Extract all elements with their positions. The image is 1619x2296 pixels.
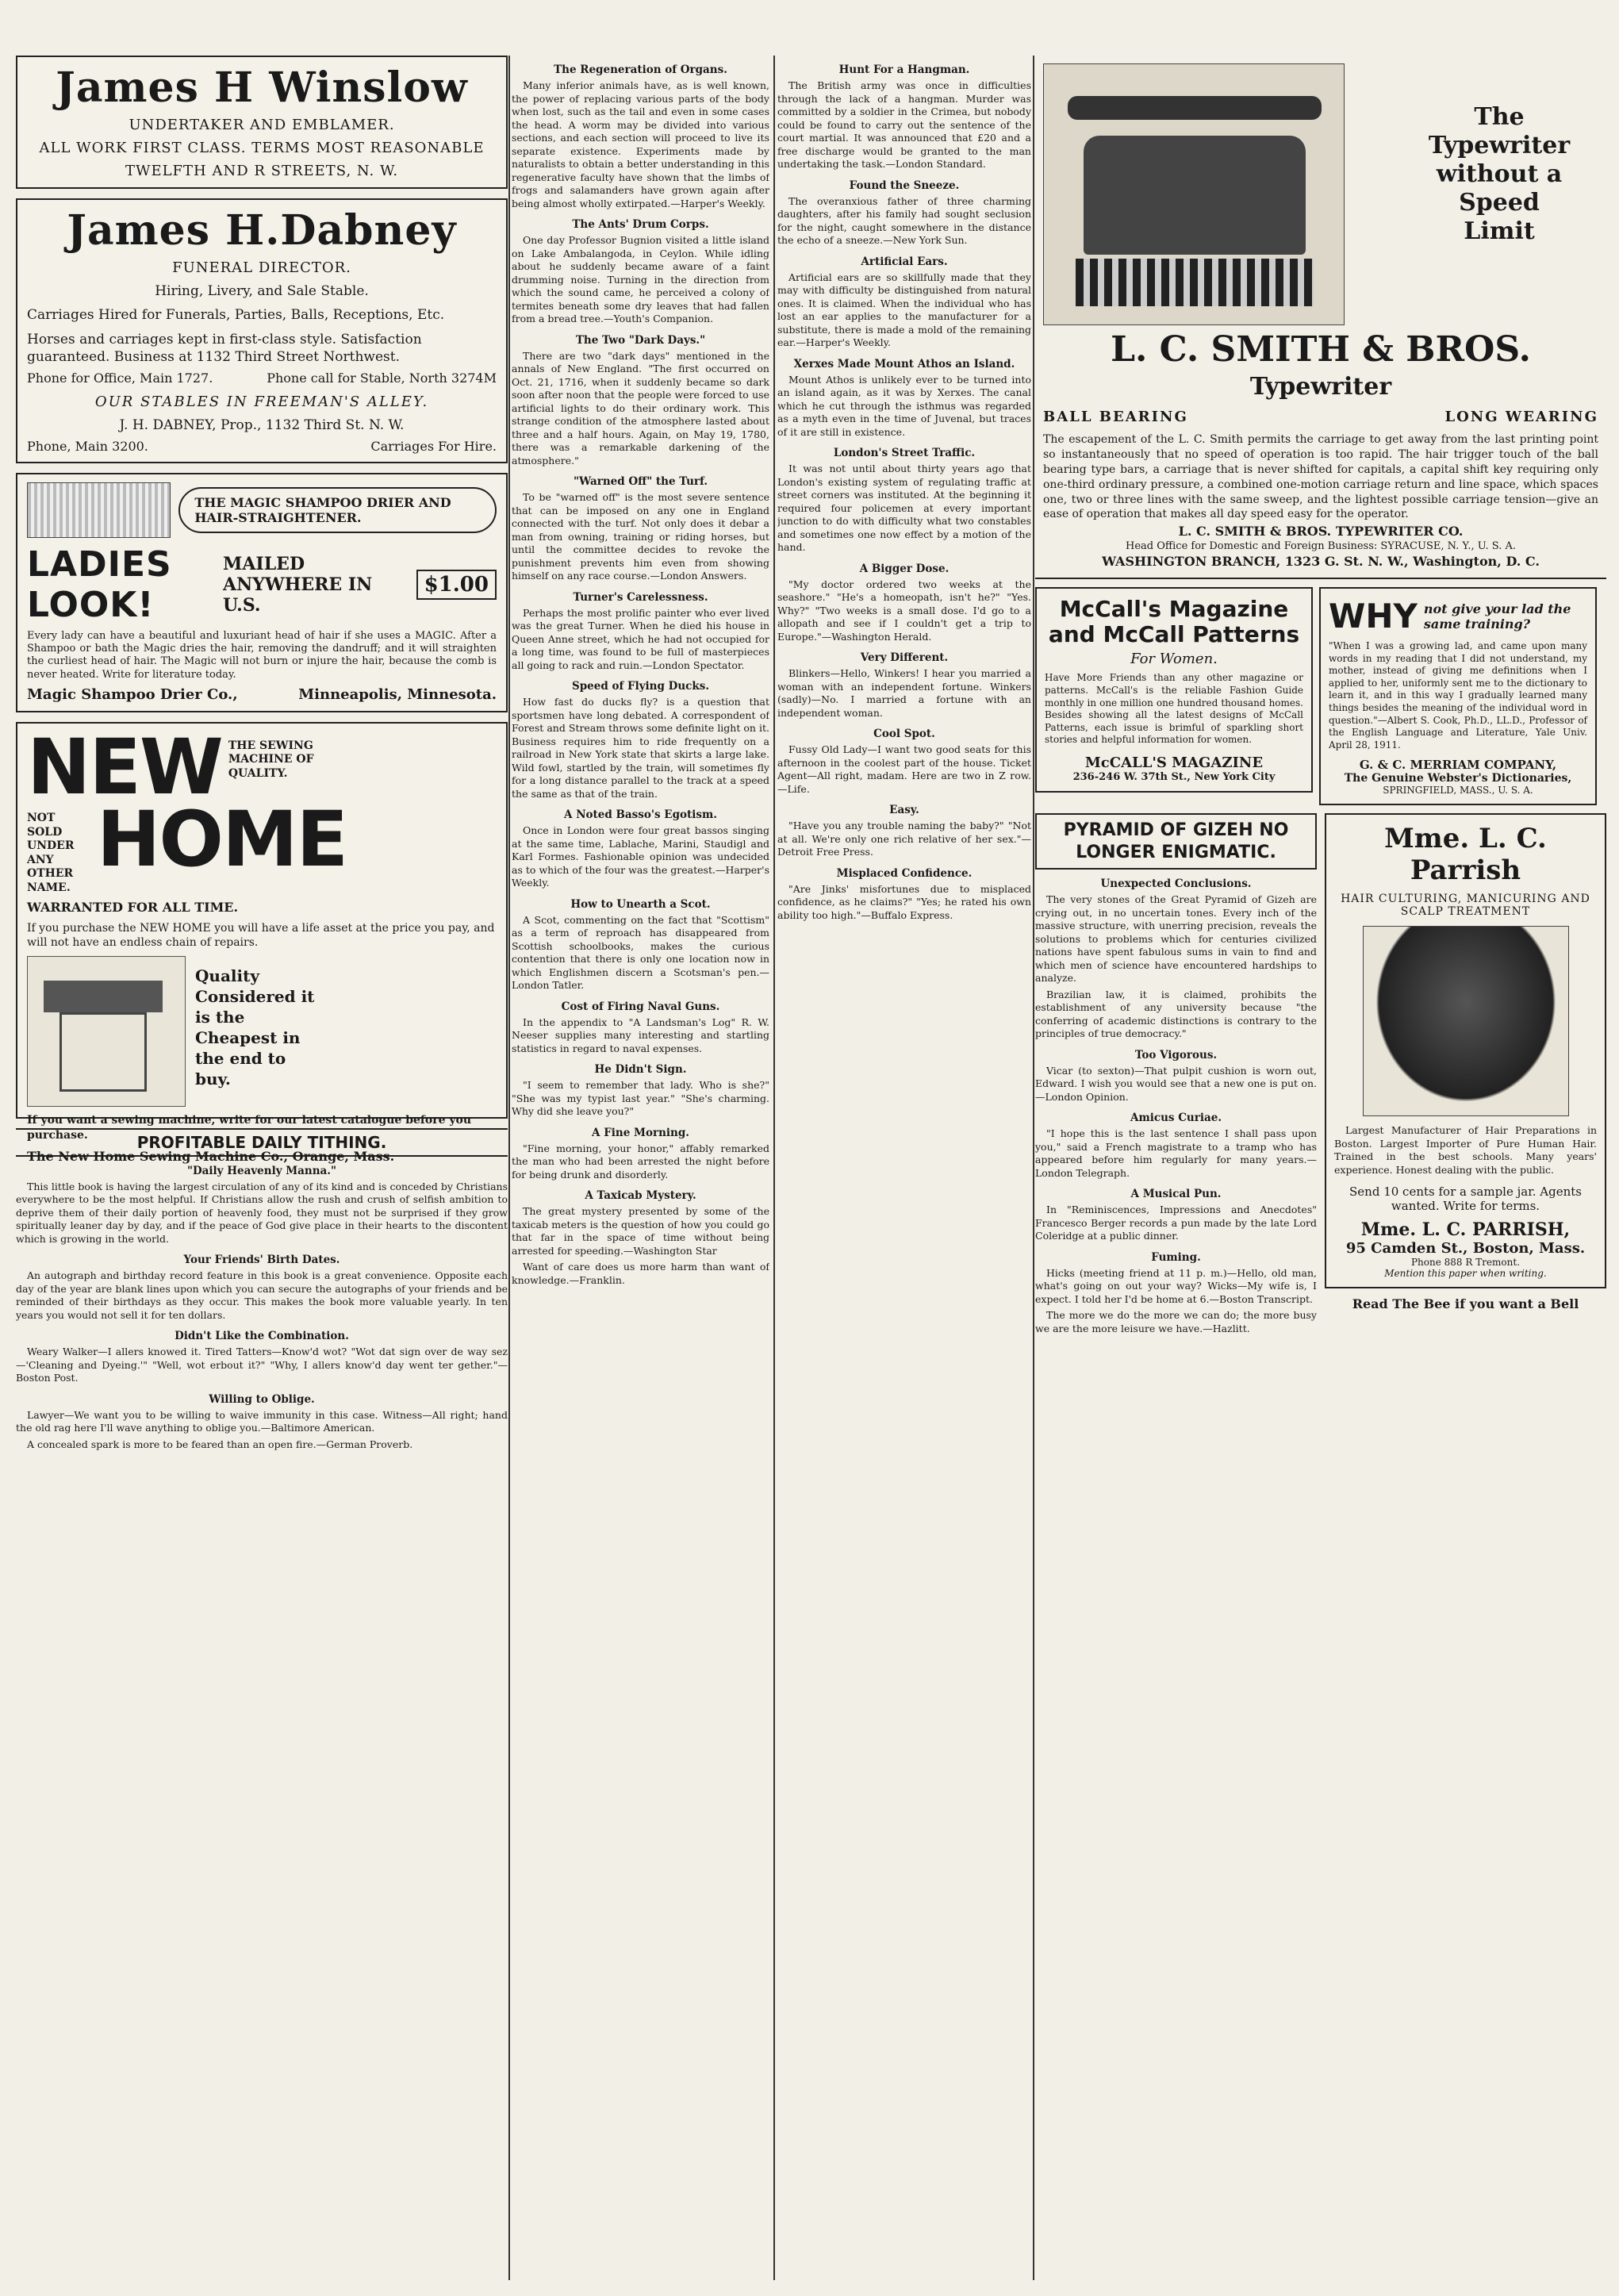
regen-body bbox=[512, 79, 769, 210]
athos-body bbox=[777, 374, 1031, 440]
sneeze-headline: Found the Sneeze. bbox=[849, 179, 960, 192]
dabney-stables: OUR STABLES IN FREEMAN'S ALLEY. bbox=[94, 393, 429, 410]
scot-body bbox=[512, 914, 769, 993]
dose-body bbox=[777, 578, 1031, 644]
easy-headline: Easy. bbox=[889, 804, 919, 816]
pyramid-sub: Unexpected Conclusions. bbox=[1100, 877, 1252, 891]
manna-headline: "Daily Heavenly Manna." bbox=[186, 1164, 337, 1177]
dabney-horses: Horses and carriages kept in first-class style. Satisfaction guaranteed. Business at 1132 Third Street Northwest. bbox=[27, 331, 422, 365]
why-company: G. & C. MERRIAM COMPANY, bbox=[1359, 758, 1557, 773]
column-3 bbox=[777, 56, 1031, 2280]
typewriter-product: Typewriter bbox=[1249, 373, 1392, 401]
magic-company: Magic Shampoo Drier Co., bbox=[27, 685, 238, 703]
warned-text: To be "warned off" is the most severe sentence that can be imposed on any one in England connected with the turf. Not only does it debar a man from owning, training or riding horses, but until the committee decides to revoke the punishment prevents him even from showing himself on any race course.—London Answers. bbox=[512, 491, 769, 582]
spark-body bbox=[16, 1438, 508, 1452]
sewing-machine-image bbox=[27, 956, 186, 1107]
magic-headline: LADIES LOOK! bbox=[27, 543, 172, 625]
pun-headline: A Musical Pun. bbox=[1130, 1188, 1222, 1201]
magic-ad bbox=[16, 473, 508, 712]
pyramid-text: The very stones of the Great Pyramid of Gizeh are crying out, in no uncertain tones. Every inch of the massive structure, with unerring precision, reveals the solutions to problems which for centuries civilized nations have spent fabulous sums in vain to find and which men of science have encountered hardships to analyze. bbox=[1035, 893, 1317, 985]
mccall-name: McCALL'S MAGAZINE bbox=[1084, 754, 1264, 771]
taxicab-body bbox=[512, 1205, 769, 1257]
dabney-phone-stable: Phone call for Stable, North 3274M bbox=[267, 370, 497, 386]
pun-body bbox=[1035, 1204, 1317, 1243]
traffic-body bbox=[777, 463, 1031, 555]
diff-headline: Very Different. bbox=[860, 651, 949, 664]
hangman-body bbox=[777, 79, 1031, 171]
athos-text: Mount Athos is unlikely ever to be turned into an island again, as it was by Xerxes. The canal which he cut through the isthmus was regarded as a myth even in the time of Juvenal, but traces of it are still in existence. bbox=[777, 373, 1031, 438]
naval-text: In the appendix to "A Landsman's Log" R. W. Neeser supplies many interesting and startling statistics in regard to naval expenses. bbox=[512, 1016, 769, 1054]
ducks-body bbox=[512, 696, 769, 801]
manna-text: This little book is having the largest circulation of any of its kind and is conceded by Christians everywhere to be the most helpful. If Christians allow the rush and crush of selfish ambition to deprive them of their daily portion of heavenly food, they must not be surprised if they grow spiritually leaner day by day, and if the peace of God give place in their hearts to the discontent which is growing in the world. bbox=[16, 1180, 508, 1245]
column-2 bbox=[512, 56, 769, 2280]
typewriter-company: L. C. SMITH & BROS. TYPEWRITER CO. bbox=[1178, 524, 1464, 539]
column-1 bbox=[16, 56, 508, 1454]
oblige-headline: Willing to Oblige. bbox=[209, 1392, 315, 1406]
conf-headline: Misplaced Confidence. bbox=[836, 866, 973, 880]
basso-body bbox=[512, 824, 769, 890]
why-product: The Genuine Webster's Dictionaries, bbox=[1344, 772, 1572, 785]
newhome-want: If you want a sewing machine, write for our latest catalogue before you purchase. bbox=[27, 1114, 472, 1142]
more-body bbox=[1035, 1309, 1317, 1335]
typewriter-text: The escapement of the L. C. Smith permits the carriage to get away from the last printing point so instantaneously that no speed of operation is too rapid. The hair trigger touch of the ball bearing type bars, a carriage that is never shifted for capitals, a capital shift key requiring only one-third ordinary pressure, a combined one-motion carriage return and line space, which spaces one, two or three lines with the same sweep, and the lightest possible carriage tension—give an ease of operation that makes all day speed easy for the operator. bbox=[1043, 433, 1598, 521]
typewriter-slogan: The Typewriter without a Speed Limit bbox=[1428, 103, 1571, 245]
naval-body bbox=[512, 1016, 769, 1056]
parrish-text: Largest Manufacturer of Hair Preparations in Boston. Largest Importer of Pure Human Hair. Trained in the best schools. Many years' experience. Honest dealing with the public. bbox=[1334, 1124, 1597, 1176]
typewriter-brand: L. C. SMITH & BROS. bbox=[1111, 329, 1531, 370]
magic-city: Minneapolis, Minnesota. bbox=[298, 685, 497, 703]
amicus-body bbox=[1035, 1127, 1317, 1180]
fume-headline: Fuming. bbox=[1151, 1250, 1201, 1264]
dabney-phone-office: Phone for Office, Main 1727. bbox=[27, 370, 213, 386]
dark-body bbox=[512, 350, 769, 468]
want-body bbox=[512, 1261, 769, 1287]
ducks-headline: Speed of Flying Ducks. bbox=[571, 680, 710, 693]
pun-text: In "Reminiscences, Impressions and Anecdotes" Francesco Berger records a pun made by the late Lord Coleridge at a public dinner. bbox=[1035, 1204, 1317, 1242]
vigor-body bbox=[1035, 1065, 1317, 1104]
vigor-text: Vicar (to sexton)—That pulpit cushion is worn out, Edward. I wish you would see that a new one is put on.—London Opinion. bbox=[1035, 1064, 1317, 1103]
turner-body bbox=[512, 607, 769, 673]
morning-text: "Fine morning, your honor," affably remarked the man who had been arrested the night before for being drunk and disorderly. bbox=[512, 1142, 769, 1181]
newhome-machine-row bbox=[27, 950, 497, 1107]
pyramid-column bbox=[1035, 813, 1317, 1338]
typewriter-branch: WASHINGTON BRANCH, 1323 G. St. N. W., Washington, D. C. bbox=[1102, 553, 1540, 569]
scot-headline: How to Unearth a Scot. bbox=[570, 897, 711, 911]
fume-body bbox=[1035, 1267, 1317, 1307]
typewriter-company-block bbox=[1043, 524, 1598, 570]
dabney-footer bbox=[27, 439, 497, 454]
sign-text: "I seem to remember that lady. Who is she?" "She was my typist last year." "She's charming. Why did she leave you?" bbox=[512, 1079, 769, 1117]
morning-body bbox=[512, 1142, 769, 1182]
combo-body bbox=[16, 1346, 508, 1385]
traffic-headline: London's Street Traffic. bbox=[833, 447, 976, 459]
more-text: The more we do the more we can do; the more busy we are the more leisure we have.—Hazlitt. bbox=[1035, 1309, 1317, 1334]
bday-text: An autograph and birthday record feature in this book is a great convenience. Opposite each day of the year are blank lines upon which you can secure the autographs of your friends and be reminded of their birthdays as they occur. This makes the book more valuable yearly. In ten years you would not sell it for ten dollars. bbox=[16, 1269, 508, 1321]
column-rule-2 bbox=[773, 56, 775, 2280]
dabney-carriages: Carriages Hired for Funerals, Parties, Balls, Receptions, Etc. bbox=[27, 307, 445, 324]
sneeze-body bbox=[777, 195, 1031, 248]
magic-promo bbox=[27, 544, 497, 625]
newhome-top bbox=[27, 722, 497, 812]
newhome-quality: Quality Considered it is the Cheapest in the end to buy. bbox=[195, 966, 315, 1089]
athos-headline: Xerxes Made Mount Athos an Island. bbox=[793, 357, 1015, 371]
dabney-phones bbox=[27, 371, 497, 386]
dark-headline: The Two "Dark Days." bbox=[575, 333, 706, 347]
newhome-mid bbox=[27, 795, 497, 895]
parrish-address: 95 Camden St., Boston, Mass. bbox=[1345, 1240, 1586, 1257]
dabney-title: FUNERAL DIRECTOR. bbox=[172, 259, 351, 277]
oblige-body bbox=[16, 1409, 508, 1435]
dabney-phone-main: Phone, Main 3200. bbox=[27, 438, 148, 454]
morning-headline: A Fine Morning. bbox=[592, 1126, 689, 1139]
cool-text: Fussy Old Lady—I want two good seats for this afternoon in the coolest part of the house. Ticket Agent—All right, madam. Here are two in Z row.—Life. bbox=[777, 743, 1031, 795]
regen-text: Many inferior animals have, as is well known, the power of replacing various parts of the body when lost, such as the tail and even in some cases the head. A worm may be divided into various sections, and each section will proceed to live its separate existence. Experiments made by naturalists to obtain a better understanding in this regenerative faculty have shown that the limbs of frogs and salamanders have grown again after being almost wholly extirpated.—Harper's Weekly. bbox=[512, 79, 769, 209]
oblige-text: Lawyer—We want you to be willing to waive immunity in this case. Witness—All right; hand the old rag here I'll wave anything to oblige you.—Baltimore American. bbox=[16, 1408, 508, 1434]
parrish-ad bbox=[1325, 813, 1606, 1288]
column-rule-1 bbox=[508, 56, 510, 2280]
parrish-body bbox=[1334, 1124, 1597, 1177]
winslow-name: James H Winslow bbox=[56, 63, 468, 112]
conf-text: "Are Jinks' misfortunes due to misplaced confidence, as he claims?" "Yes; he rated his own ability too high."—Buffalo Express. bbox=[777, 882, 1031, 921]
typewriter-features bbox=[1043, 409, 1598, 425]
naval-headline: Cost of Firing Naval Guns. bbox=[561, 1000, 720, 1013]
mccall-ad bbox=[1035, 587, 1313, 793]
column-4 bbox=[1035, 56, 1606, 2280]
typewriter-ad bbox=[1035, 56, 1606, 579]
newhome-side2: NOT SOLD UNDER ANY OTHER NAME. bbox=[27, 812, 75, 894]
ears-text: Artificial ears are so skillfully made that they may with difficulty be distinguished from natural ones. It is claimed. When the individual who has lost an ear applies to the manufacturer for a substitute, there is made a mold of the remaining ear.—Harper's Weekly. bbox=[777, 271, 1031, 348]
dabney-ad bbox=[16, 198, 508, 463]
magic-mailed: MAILED ANYWHERE IN U.S. bbox=[223, 553, 373, 616]
winslow-line2: ALL WORK FIRST CLASS. TERMS MOST REASONABLE bbox=[39, 140, 485, 157]
brazil-text: Brazilian law, it is claimed, prohibits the establishment of any university because "the conferring of academic distinctions is contrary to the principles of true democracy." bbox=[1035, 988, 1317, 1040]
ants-body bbox=[512, 234, 769, 326]
mccall-text: Have More Friends than any other magazine or patterns. McCall's is the reliable Fashion Guide monthly in one million one hundred thousand homes. Besides showing all the latest designs of McCall Patterns, each issue is brimful of sparkling short stories and helpful information for women. bbox=[1045, 672, 1303, 746]
why-sub: not give your lad the same training? bbox=[1423, 601, 1571, 632]
scot-text: A Scot, commenting on the fact that "Scottism" as a term of reproach has disappeared from Scottish schoolbooks, makes the curious contention that there is only one location now in which Englishmen discern a Scotsman's pen.—London Tatler. bbox=[512, 913, 769, 991]
mccall-address: 236-246 W. 37th St., New York City bbox=[1072, 770, 1276, 783]
combo-text: Weary Walker—I allers knowed it. Tired Tatters—Know'd wot? "Wot dat sign over de way sez—'Cleaning and Dyeing.'" "Well, wot erbout it?" "Why, I allers know'd day went ter gether."—Boston Post. bbox=[16, 1346, 508, 1384]
column-rule-3 bbox=[1033, 56, 1034, 2280]
why-header bbox=[1329, 597, 1587, 635]
cool-body bbox=[777, 743, 1031, 796]
amicus-text: "I hope this is the last sentence I shall pass upon you," said a French magistrate to a tramp who has appeared before him regularly for many years.—London Telegraph. bbox=[1035, 1127, 1317, 1179]
typewriter-image bbox=[1043, 63, 1345, 325]
manna-body bbox=[16, 1181, 508, 1246]
parrish-name2: Mme. L. C. PARRISH, bbox=[1360, 1219, 1571, 1241]
taxicab-text: The great mystery presented by some of the taxicab meters is the question of how you could go that far in the space of time without being arrested for speeding.—Washington Star bbox=[512, 1205, 769, 1257]
winslow-ad bbox=[16, 56, 508, 189]
tithing-banner: PROFITABLE DAILY TITHING. bbox=[16, 1128, 508, 1157]
magic-text: Every lady can have a beautiful and luxuriant head of hair if she uses a MAGIC. After a Shampoo or bath the Magic dries the hair, removing the dandruff; and it will straighten the curliest head of hair. The Magic will not burn or injure the hair, because the comb is never heated. Write for literature today. bbox=[27, 629, 497, 681]
newhome-warranted: WARRANTED FOR ALL TIME. bbox=[27, 900, 239, 916]
brazil-body bbox=[1035, 989, 1317, 1041]
dose-text: "My doctor ordered two weeks at the seashore." "He's a homeopath, isn't he?" "Yes. Why?" "Two weeks is a small dose. I'd go to a allopath and see if I couldn't get a trip to Europe."—Washington Herald. bbox=[777, 578, 1031, 643]
typewriter-feat-right: LONG WEARING bbox=[1444, 409, 1598, 425]
magic-footer bbox=[27, 686, 497, 703]
easy-body bbox=[777, 820, 1031, 859]
parrish-portrait bbox=[1363, 926, 1569, 1116]
combo-headline: Didn't Like the Combination. bbox=[175, 1330, 349, 1343]
warned-body bbox=[512, 491, 769, 583]
typewriter-office: Head Office for Domestic and Foreign Business: SYRACUSE, N. Y., U. S. A. bbox=[1126, 539, 1516, 552]
parrish-name: Mme. L. C. Parrish bbox=[1384, 823, 1547, 887]
fume-text: Hicks (meeting friend at 11 p. m.)—Hello, old man, what's going on out your way? Wicks—My wife is, I expect. I told her I'd be home at 6.—Boston Transcript. bbox=[1035, 1266, 1317, 1305]
bee-footer: Read The Bee if you want a Bell bbox=[1352, 1296, 1579, 1312]
basso-headline: A Noted Basso's Egotism. bbox=[564, 808, 717, 821]
ducks-text: How fast do ducks fly? is a question that sportsmen have long debated. A correspondent of Forest and Stream throws some definite light on it. Business requires him to ride frequently on a railroad in New York state that skirts a large lake. Wild fowl, startled by the train, will sometimes fly for a long distance parallel to the track at a speed the same as that of the train. bbox=[512, 696, 769, 800]
amicus-headline: Amicus Curiae. bbox=[1130, 1112, 1222, 1125]
spark-text: A concealed spark is more to be feared than an open fire.—German Proverb. bbox=[27, 1438, 413, 1450]
magic-price: $1.00 bbox=[416, 570, 497, 600]
dabney-services: Hiring, Livery, and Sale Stable. bbox=[155, 283, 369, 300]
magic-logo: THE MAGIC SHAMPOO DRIER AND HAIR-STRAIGHTENER. bbox=[178, 487, 497, 533]
parrish-send: Send 10 cents for a sample jar. Agents wanted. Write for terms. bbox=[1349, 1184, 1582, 1214]
turner-headline: Turner's Carelessness. bbox=[573, 590, 708, 604]
hangman-headline: Hunt For a Hangman. bbox=[838, 63, 970, 76]
ads-row bbox=[1035, 587, 1606, 805]
conf-body bbox=[777, 883, 1031, 923]
pyramid-title: PYRAMID OF GIZEH NO LONGER ENIGMATIC. bbox=[1035, 813, 1317, 870]
dabney-name: James H.Dabney bbox=[67, 206, 457, 255]
why-title: WHY bbox=[1329, 597, 1418, 635]
parrish-phone: Phone 888 R Tremont. bbox=[1410, 1257, 1521, 1269]
ants-text: One day Professor Bugnion visited a little island on Lake Ambalangoda, in Ceylon. While idling about he suddenly became aware of a faint drumming noise. Turning in the direction from which the sound came, he perceived a colony of termites beneath some dry leaves that had fallen from a bread tree.—Youth's Companion. bbox=[512, 234, 769, 324]
why-ad bbox=[1319, 587, 1597, 805]
why-text: "When I was a growing lad, and came upon many words in my reading that I did not understand, my mother, instead of giving me definitions when I applied to her, uniformly sent me to the dictionary to learn it, and in this way I gradually learned many things besides the meaning of the individual word in question."—Albert S. Cook, Ph.D., LL.D., Professor of the English Language and Literature, Yale Univ. April 28, 1911. bbox=[1329, 640, 1587, 751]
warned-headline: "Warned Off" the Turf. bbox=[573, 475, 708, 488]
ears-body bbox=[777, 271, 1031, 350]
cool-headline: Cool Spot. bbox=[873, 728, 935, 740]
dabney-for-hire: Carriages For Hire. bbox=[370, 438, 497, 454]
newhome-text: If you purchase the NEW HOME you will have a life asset at the price you pay, and will not have an endless chain of repairs. bbox=[27, 922, 495, 950]
sign-headline: He Didn't Sign. bbox=[594, 1063, 687, 1076]
sneeze-text: The overanxious father of three charming daughters, after his family had sought seclusion for the night, caught somewhere in the distance the echo of a sneeze.—New York Sun. bbox=[777, 194, 1031, 246]
typewriter-feat-left: BALL BEARING bbox=[1043, 409, 1188, 425]
dose-headline: A Bigger Dose. bbox=[859, 562, 950, 575]
parrish-column bbox=[1325, 813, 1606, 1338]
magic-header bbox=[27, 482, 497, 538]
parrish-mention: Mention this paper when writing. bbox=[1384, 1268, 1547, 1280]
basso-text: Once in London were four great bassos singing at the same time, Lablache, Marini, Staudigl and Karl Formes. Fashionable opinion was undecided as to which of the four was the greatest.—Harper's Weekly. bbox=[512, 824, 769, 889]
newhome-big2: HOME bbox=[97, 795, 347, 885]
easy-text: "Have you any trouble naming the baby?" "Not at all. We're only one rich relative of her sex."—Detroit Free Press. bbox=[777, 820, 1031, 858]
newhome-company: The New Home Sewing Machine Co., Orange, Mass. bbox=[27, 1148, 395, 1164]
taxicab-headline: A Taxicab Mystery. bbox=[585, 1189, 696, 1202]
traffic-text: It was not until about thirty years ago that London's existing system of regulating traffic at street corners was instituted. At the beginning it required four policemen at every important junction to do with difficulty what two constables and sometimes one now effect by a motion of the hand. bbox=[777, 463, 1031, 553]
diff-text: Blinkers—Hello, Winkers! I hear you married a woman with an independent fortune. Winkers (sadly)—No. I married a fortune with an independent woman. bbox=[777, 667, 1031, 719]
bday-body bbox=[16, 1269, 508, 1322]
dark-text: There are two "dark days" mentioned in the annals of New England. "The first occurred on Oct. 21, 1716, when it suddenly became so dark soon after noon that the people were forced to use artificial lights to do their ordinary work. This strange condition of the atmosphere lasted about three and a half hours. Again, on May 19, 1780, there was a remarkable darkening of the atmosphere." bbox=[512, 349, 769, 466]
winslow-line3: TWELFTH AND R STREETS, N. W. bbox=[125, 163, 399, 180]
why-city: SPRINGFIELD, MASS., U. S. A. bbox=[1383, 785, 1533, 797]
pyramid-body bbox=[1035, 893, 1317, 985]
magic-drier-image bbox=[27, 482, 171, 538]
sign-body bbox=[512, 1079, 769, 1119]
dabney-prop: J. H. DABNEY, Prop., 1132 Third St. N. W. bbox=[119, 417, 405, 433]
hangman-text: The British army was once in difficulties through the lack of a hangman. Murder was committed by a soldier in the Crimea, but nobody could be found to carry out the sentence of the court martial. It was announced that £20 and a free discharge would be granted to the man undertaking the task.—London Standard. bbox=[777, 79, 1031, 170]
newhome-big1: NEW bbox=[27, 722, 222, 812]
winslow-line1: UNDERTAKER AND EMBLAMER. bbox=[129, 117, 395, 134]
diff-body bbox=[777, 667, 1031, 720]
turner-text: Perhaps the most prolific painter who ever lived was the great Turner. When he died his house in Queen Anne street, which he had not occupied for a long time, was found to be full of masterpieces all going to rack and ruin.—London Spectator. bbox=[512, 606, 769, 671]
ants-headline: The Ants' Drum Corps. bbox=[572, 218, 709, 231]
regen-headline: The Regeneration of Organs. bbox=[554, 63, 727, 76]
mccall-title: McCall's Magazine and McCall Patterns bbox=[1048, 596, 1300, 648]
vigor-headline: Too Vigorous. bbox=[1134, 1048, 1218, 1062]
bottom-subcols bbox=[1035, 813, 1606, 1338]
ears-headline: Artificial Ears. bbox=[861, 255, 948, 268]
parrish-sub: HAIR CULTURING, MANICURING AND SCALP TREATMENT bbox=[1341, 893, 1590, 919]
newhome-side1: THE SEWING MACHINE OF QUALITY. bbox=[228, 739, 314, 780]
mccall-sub: For Women. bbox=[1130, 651, 1218, 668]
want-text: Want of care does us more harm than want of knowledge.—Franklin. bbox=[512, 1261, 769, 1286]
bday-headline: Your Friends' Birth Dates. bbox=[183, 1254, 340, 1267]
